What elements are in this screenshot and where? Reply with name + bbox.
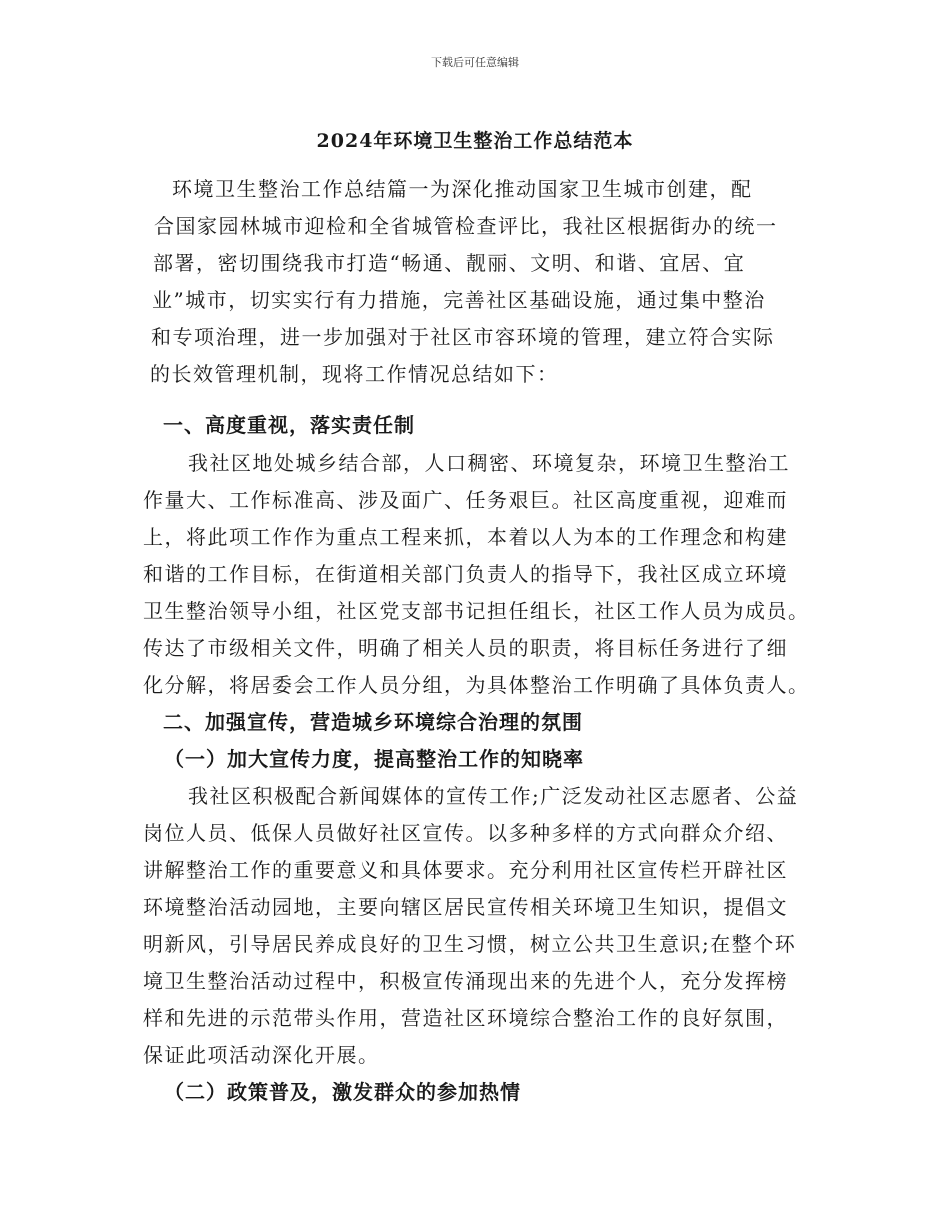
paragraph-line: 卫生整治领导小组，社区党支部书记担任组长，社区工作人员为成员。 [143, 599, 810, 623]
paragraph-line: 合国家园林城市迎检和全省城管检查评比，我社区根据街办的统一 [154, 214, 778, 238]
document-title: 2024年环境卫生整治工作总结范本 [316, 130, 634, 152]
paragraph-line: 环境卫生整治工作总结篇一为深化推动国家卫生城市创建，配 [172, 177, 753, 201]
paragraph-line: 我社区积极配合新闻媒体的宣传工作;广泛发动社区志愿者、公益 [188, 784, 799, 808]
paragraph-line: 环境整治活动园地，主要向辖区居民宣传相关环境卫生知识，提倡文 [143, 895, 788, 919]
paragraph-line: 部署，密切围绕我市打造“畅通、靓丽、文明、和谐、宜居、宜 [153, 251, 746, 275]
subsection-heading: （二）政策普及，激发群众的参加热情 [164, 1080, 521, 1104]
paragraph-line: 我社区地处城乡结合部，人口稠密、环境复杂，环境卫生整治工 [188, 451, 790, 475]
paragraph-line: 的长效管理机制，现将工作情况总结如下： [150, 362, 559, 386]
paragraph-line: 明新风，引导居民养成良好的卫生习惯，树立公共卫生意识;在整个环 [143, 932, 797, 956]
header-note: 下载后可任意编辑 [431, 56, 519, 69]
paragraph-line: 境卫生整治活动过程中，积极宣传涌现出来的先进个人，充分发挥榜 [143, 969, 788, 993]
paragraph-line: 岗位人员、低保人员做好社区宣传。以多种多样的方式向群众介绍、 [143, 821, 788, 845]
subsection-heading: （一）加大宣传力度，提高整治工作的知晓率 [164, 747, 584, 771]
section-heading: 二、加强宣传，营造城乡环境综合治理的氛围 [163, 710, 583, 734]
paragraph-line: 样和先进的示范带头作用，营造社区环境综合整治工作的良好氛围， [143, 1006, 788, 1030]
paragraph-line: 讲解整治工作的重要意义和具体要求。充分利用社区宣传栏开辟社区 [143, 858, 788, 882]
paragraph-line: 传达了市级相关文件，明确了相关人员的职责，将目标任务进行了细 [143, 636, 788, 660]
paragraph-line: 和专项治理，进一步加强对于社区市容环境的管理，建立符合实际 [151, 325, 775, 349]
paragraph-line: 保证此项活动深化开展。 [143, 1043, 380, 1067]
paragraph-line: 上，将此项工作作为重点工程来抓，本着以人为本的工作理念和构建 [143, 525, 788, 549]
paragraph-line: 作量大、工作标准高、涉及面广、任务艰巨。社区高度重视，迎难而 [143, 488, 788, 512]
paragraph-line: 业”城市，切实实行有力措施，完善社区基础设施，通过集中整治 [152, 288, 766, 312]
paragraph-line: 化分解，将居委会工作人员分组，为具体整治工作明确了具体负责人。 [143, 673, 810, 697]
section-heading: 一、高度重视，落实责任制 [163, 413, 415, 437]
paragraph-line: 和谐的工作目标，在街道相关部门负责人的指导下，我社区成立环境 [143, 562, 788, 586]
